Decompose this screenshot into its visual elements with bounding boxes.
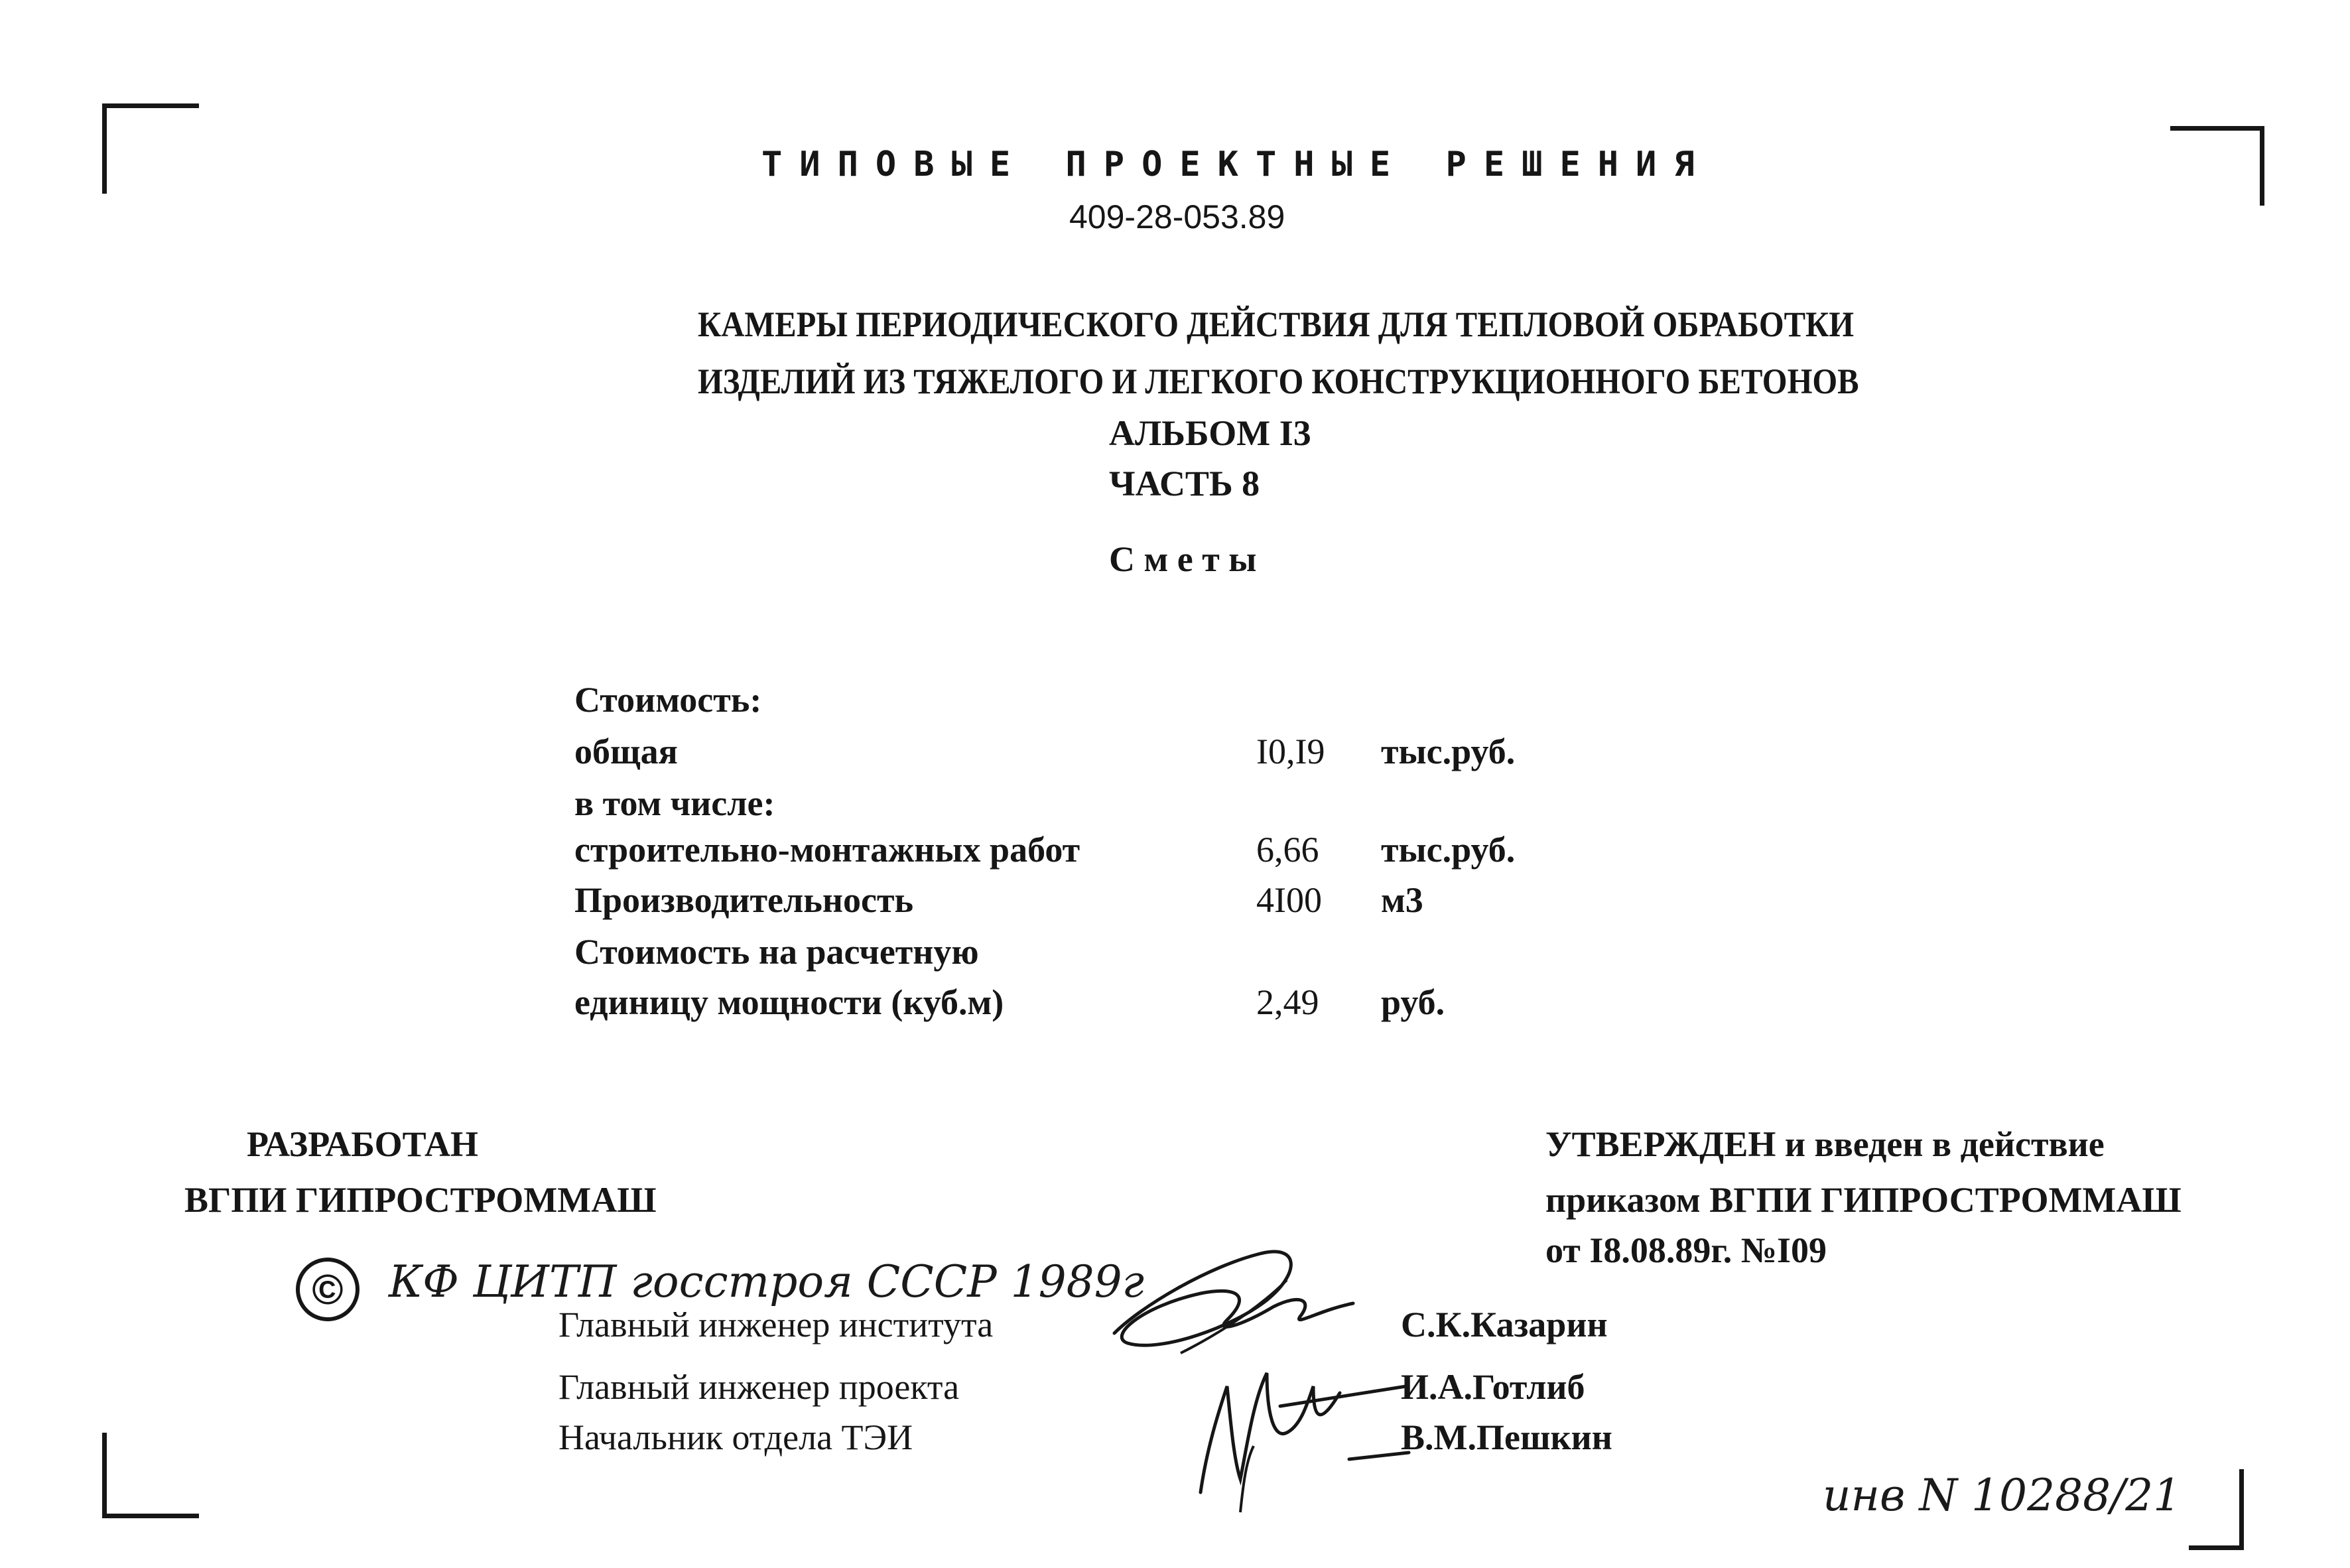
cost-row-label: строительно-монтажных работ [574, 830, 1080, 870]
album-label: АЛЬБОМ I3 [1109, 413, 1311, 453]
subject-line-1: КАМЕРЫ ПЕРИОДИЧЕСКОГО ДЕЙСТВИЯ ДЛЯ ТЕПЛОВОЙ ОБРАБОТКИ [698, 304, 1855, 344]
signatory-title: Главный инженер института [558, 1305, 994, 1344]
cost-row-label: Производительность [574, 880, 914, 920]
corner-mark-bottom-right [2189, 1545, 2243, 1550]
developed-label: РАЗРАБОТАН [247, 1124, 478, 1164]
signature-gotlib [1181, 1346, 1433, 1519]
corner-mark-top-right [2170, 126, 2264, 131]
cost-row-unit: руб. [1381, 982, 1445, 1022]
cost-row-unit: тыс.руб. [1381, 830, 1516, 870]
cost-row-value: 4I00 [1256, 880, 1322, 920]
cost-row-value: 6,66 [1256, 830, 1319, 870]
cost-row-label: Стоимость на расчетную [574, 932, 979, 972]
approved-line-1: УТВЕРЖДЕН и введен в действие [1545, 1124, 2105, 1164]
cost-row-label: общая [574, 732, 678, 771]
signatory-title: Главный инженер проекта [558, 1367, 960, 1407]
signatory-title: Начальник отдела ТЭИ [558, 1417, 913, 1457]
corner-mark-top-left-v [102, 103, 107, 194]
signatory-name: В.М.Пешкин [1401, 1417, 1612, 1457]
project-code: 409-28-053.89 [1069, 198, 1285, 235]
cost-row-label: единицу мощности (куб.м) [574, 982, 1004, 1022]
cost-row-unit: м3 [1381, 880, 1423, 920]
part-label: ЧАСТЬ 8 [1109, 464, 1260, 503]
approved-line-2: приказом ВГПИ ГИПРОСТРОММАШ [1545, 1180, 2182, 1220]
corner-mark-bottom-left-v [102, 1433, 107, 1518]
corner-mark-bottom-right-v [2239, 1469, 2244, 1550]
corner-mark-bottom-left [102, 1514, 199, 1518]
signatory-name: И.А.Готлиб [1401, 1367, 1585, 1407]
developed-org: ВГПИ ГИПРОСТРОММАШ [184, 1180, 657, 1220]
series-title: ТИПОВЫЕ ПРОЕКТНЫЕ РЕШЕНИЯ [761, 145, 1712, 184]
cost-row-value: I0,I9 [1256, 732, 1325, 771]
copyright-icon: © [296, 1258, 359, 1321]
corner-mark-top-left [102, 103, 199, 108]
approved-line-3: от I8.08.89г. №I09 [1545, 1230, 1827, 1270]
subject-line-2: ИЗДЕЛИЙ ИЗ ТЯЖЕЛОГО И ЛЕГКОГО КОНСТРУКЦИОННОГО БЕТОНОВ [698, 361, 1859, 401]
signatory-name: С.К.Казарин [1401, 1305, 1608, 1344]
cost-row-label: в том числе: [574, 783, 775, 823]
cost-row-unit: тыс.руб. [1381, 732, 1516, 771]
signature-peshkin [1342, 1439, 1422, 1479]
corner-mark-top-right-v [2260, 126, 2264, 206]
cost-heading: Стоимость: [574, 680, 762, 720]
cost-row-value: 2,49 [1256, 982, 1319, 1022]
section-title: С м е т ы [1109, 539, 1257, 579]
copyright-text: КФ ЦИТП госстроя СССР 1989г [389, 1256, 1144, 1307]
inventory-number: инв N 10288/21 [1823, 1470, 2182, 1521]
